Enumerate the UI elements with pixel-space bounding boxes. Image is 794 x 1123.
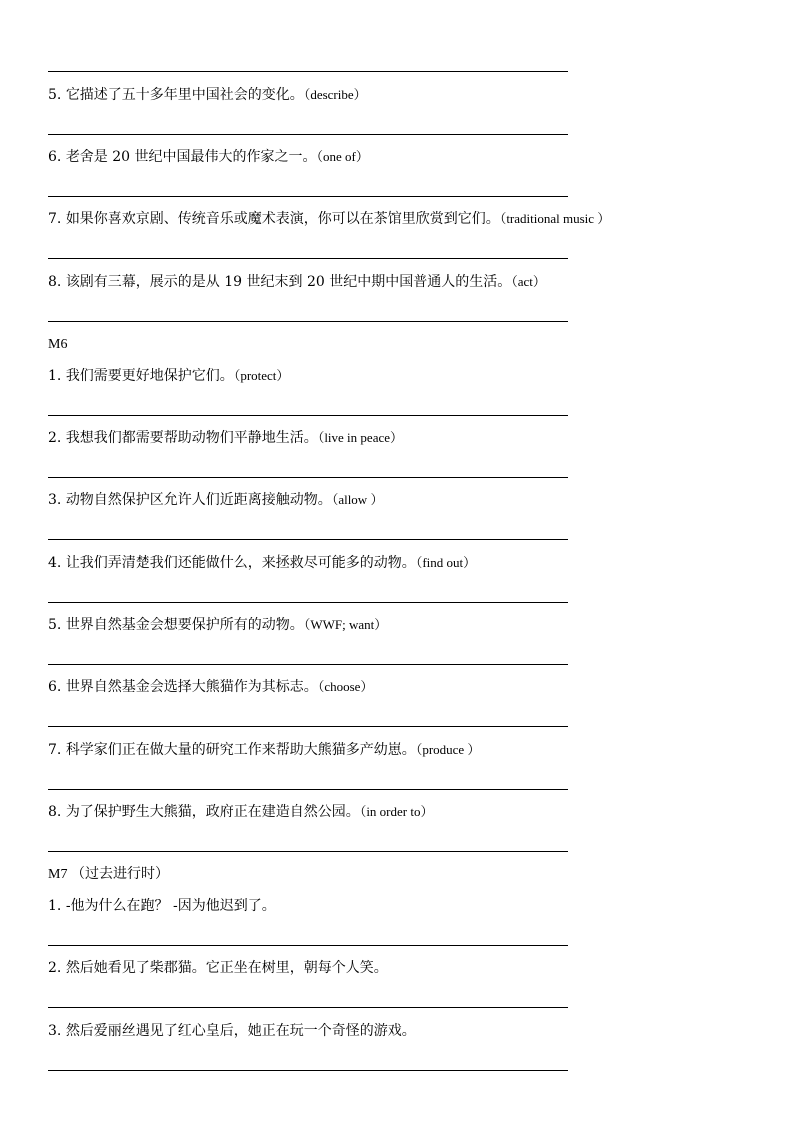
item-text: 科学家们正在做大量的研究工作来帮助大熊猫多产幼崽。 [65, 742, 416, 758]
answer-line [48, 664, 568, 665]
exercise-item [48, 148, 369, 166]
answer-line [48, 134, 568, 135]
item-text: 如果你喜欢京剧、传统音乐或魔术表演，你可以在茶馆里欣赏到它们。 [65, 211, 500, 227]
answer-line [48, 539, 568, 540]
item-number: 7. [48, 211, 62, 227]
item-text: 我们需要更好地保护它们。 [65, 368, 234, 384]
item-text: 然后爱丽丝遇见了红心皇后，她正在玩一个奇怪的游戏。 [65, 1023, 416, 1039]
item-hint: （one of） [316, 149, 369, 164]
item-text: 让我们弄清楚我们还能做什么，来拯救尽可能多的动物。 [65, 555, 416, 571]
item-hint: （produce ） [415, 742, 481, 757]
exercise-item [48, 803, 433, 821]
item-number: 2. [48, 430, 62, 446]
answer-line [48, 789, 568, 790]
section-heading-m7: M7 （过去进行时） [48, 867, 169, 882]
item-number: 7. [48, 742, 62, 758]
item-hint: （allow ） [331, 492, 384, 507]
answer-line [48, 726, 568, 727]
answer-line [48, 196, 568, 197]
item-hint: （find out） [415, 555, 477, 570]
exercise-item [48, 86, 367, 104]
item-number: 6. [48, 149, 62, 165]
answer-line [48, 1007, 568, 1008]
exercise-item [48, 616, 387, 634]
item-number: 2. [48, 960, 62, 976]
item-text: 该剧有三幕，展示的是从 19 世纪末到 20 世纪中期中国普通人的生活。 [65, 274, 512, 290]
item-hint: （protect） [233, 368, 290, 383]
answer-line [48, 945, 568, 946]
exercise-item [48, 678, 373, 696]
item-text: 为了保护野生大熊猫，政府正在建造自然公园。 [65, 804, 360, 820]
exercise-item [48, 1022, 416, 1040]
section-heading-m6: M6 [48, 337, 68, 352]
item-number: 6. [48, 679, 62, 695]
exercise-item [48, 429, 403, 447]
item-text: 老舍是 20 世纪中国最伟大的作家之一。 [65, 149, 317, 165]
item-number: 8. [48, 804, 62, 820]
item-text: 世界自然基金会选择大熊猫作为其标志。 [65, 679, 318, 695]
answer-line [48, 71, 568, 72]
item-hint: （WWF; want） [303, 617, 388, 632]
exercise-item [48, 554, 476, 572]
item-number: 5. [48, 87, 62, 103]
exercise-item [48, 367, 289, 385]
item-hint: （traditional music ） [499, 211, 611, 226]
exercise-item [48, 897, 276, 915]
answer-line [48, 415, 568, 416]
item-number: 3. [48, 1023, 62, 1039]
item-number: 4. [48, 555, 62, 571]
item-number: 1. [48, 898, 62, 914]
exercise-item [48, 959, 388, 977]
answer-line [48, 321, 568, 322]
item-number: 8. [48, 274, 62, 290]
item-hint: （in order to） [359, 804, 434, 819]
item-text: 世界自然基金会想要保护所有的动物。 [65, 617, 304, 633]
answer-line [48, 851, 568, 852]
item-hint: （choose） [317, 679, 374, 694]
item-text: 动物自然保护区允许人们近距离接触动物。 [65, 492, 332, 508]
answer-line [48, 477, 568, 478]
item-hint: （describe） [303, 87, 367, 102]
item-text: 它描述了五十多年里中国社会的变化。 [65, 87, 304, 103]
item-text: -他为什么在跑？ -因为他迟到了。 [65, 898, 276, 914]
exercise-item [48, 210, 610, 228]
item-number: 5. [48, 617, 62, 633]
answer-line [48, 602, 568, 603]
item-number: 3. [48, 492, 62, 508]
item-hint: （act） [511, 274, 546, 289]
item-number: 1. [48, 368, 62, 384]
answer-line [48, 1070, 568, 1071]
item-hint: （live in peace） [317, 430, 403, 445]
answer-line [48, 258, 568, 259]
exercise-item [48, 741, 480, 759]
exercise-item [48, 273, 546, 291]
exercise-item [48, 491, 383, 509]
item-text: 我想我们都需要帮助动物们平静地生活。 [65, 430, 318, 446]
item-text: 然后她看见了柴郡猫。它正坐在树里，朝每个人笑。 [65, 960, 388, 976]
